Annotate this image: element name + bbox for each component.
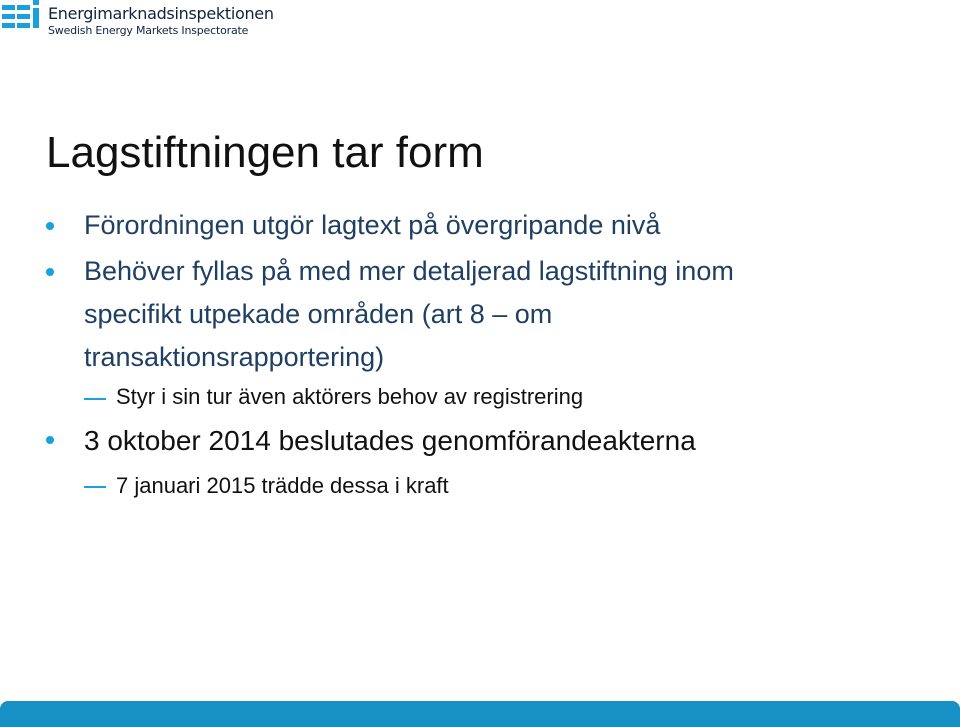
bullet-2-line-2: specifikt utpekade områden (art 8 – om [84, 299, 553, 329]
bullet-3-sub: 7 januari 2015 trädde dessa i kraft [116, 473, 449, 498]
bullet-dot [46, 222, 54, 230]
bullet-2-line-3: transaktionsrapportering) [84, 342, 385, 372]
sub-bullet-dash [84, 486, 106, 488]
footer-bar [0, 701, 960, 727]
bullet-2-sub: Styr i sin tur även aktörers behov av registrering [116, 384, 584, 409]
bullet-2-line-1: Behöver fyllas på med mer detaljerad lagstiftning inom [84, 256, 734, 286]
bullet-dot [46, 436, 54, 444]
ei-logo-icon [0, 0, 44, 38]
sub-bullet-dash [84, 398, 106, 400]
logo-subtitle: Swedish Energy Markets Inspectorate [48, 24, 249, 37]
bullet-3-text: 3 oktober 2014 beslutades genomförandeakterna [84, 425, 696, 456]
slide-title: Lagstiftningen tar form [46, 128, 484, 177]
bullet-1-text: Förordningen utgör lagtext på övergripande nivå [84, 210, 661, 240]
bullet-dot [46, 268, 54, 276]
logo-name: Energimarknadsinspektionen [48, 4, 274, 23]
